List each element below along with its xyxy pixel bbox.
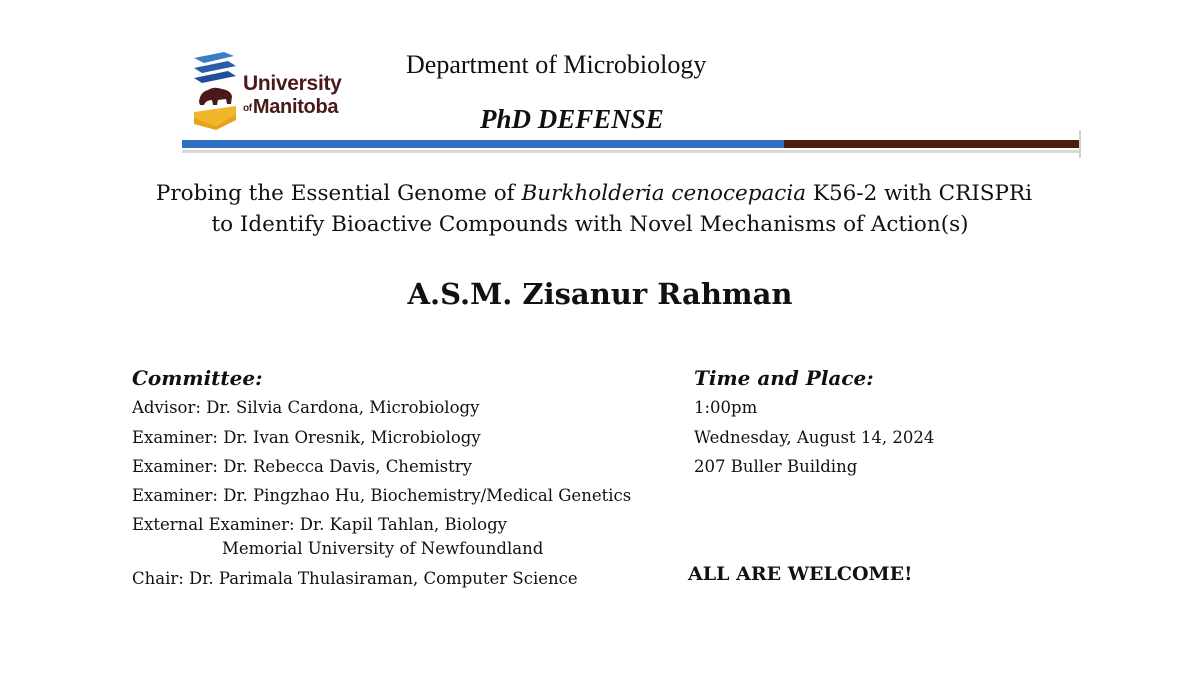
thesis-title-species: Burkholderia cenocepacia — [521, 181, 807, 206]
thesis-title-line2: to Identify Bioactive Compounds with Novel Mechanisms of Action(s) — [211, 212, 969, 237]
thesis-title-line1 — [0, 178, 1194, 210]
thesis-title-line1-pre: Probing the Essential Genome of — [155, 181, 522, 206]
bison-shield-icon — [190, 50, 240, 130]
university-logo — [190, 50, 365, 130]
committee-advisor: Advisor: Dr. Silvia Cardona, Microbiology — [132, 398, 480, 417]
welcome-message: ALL ARE WELCOME! — [688, 563, 913, 585]
department-title: Department of Microbiology — [406, 50, 707, 79]
event-date: Wednesday, August 14, 2024 — [694, 428, 935, 447]
candidate-name: A.S.M. Zisanur Rahman — [407, 277, 793, 311]
brown-divider-bar — [784, 140, 1080, 148]
divider-shadow-line — [182, 150, 1080, 153]
event-time: 1:00pm — [694, 398, 758, 417]
time-place-heading: Time and Place: — [694, 366, 874, 390]
thesis-title-line1-post: K56-2 with CRISPRi — [806, 181, 1033, 206]
logo-university-text: University — [243, 72, 342, 95]
blue-divider-bar — [182, 140, 784, 148]
event-room: 207 Buller Building — [694, 457, 858, 476]
logo-manitoba-word: Manitoba — [252, 96, 339, 118]
committee-examiner-1: Examiner: Dr. Ivan Oresnik, Microbiology — [132, 428, 481, 447]
committee-external-affiliation: Memorial University of Newfoundland — [222, 539, 544, 558]
committee-examiner-3: Examiner: Dr. Pingzhao Hu, Biochemistry/Medical Genetics — [132, 486, 632, 505]
logo-of-text: of — [243, 103, 252, 114]
divider-end-cap — [1079, 130, 1081, 158]
committee-chair: Chair: Dr. Parimala Thulasiraman, Computer Science — [132, 569, 578, 588]
committee-examiner-2: Examiner: Dr. Rebecca Davis, Chemistry — [132, 457, 472, 476]
committee-heading: Committee: — [132, 366, 263, 390]
logo-manitoba-text — [243, 96, 338, 119]
event-type-heading: PhD DEFENSE — [480, 104, 664, 134]
committee-external-examiner: External Examiner: Dr. Kapil Tahlan, Biology — [132, 515, 507, 534]
